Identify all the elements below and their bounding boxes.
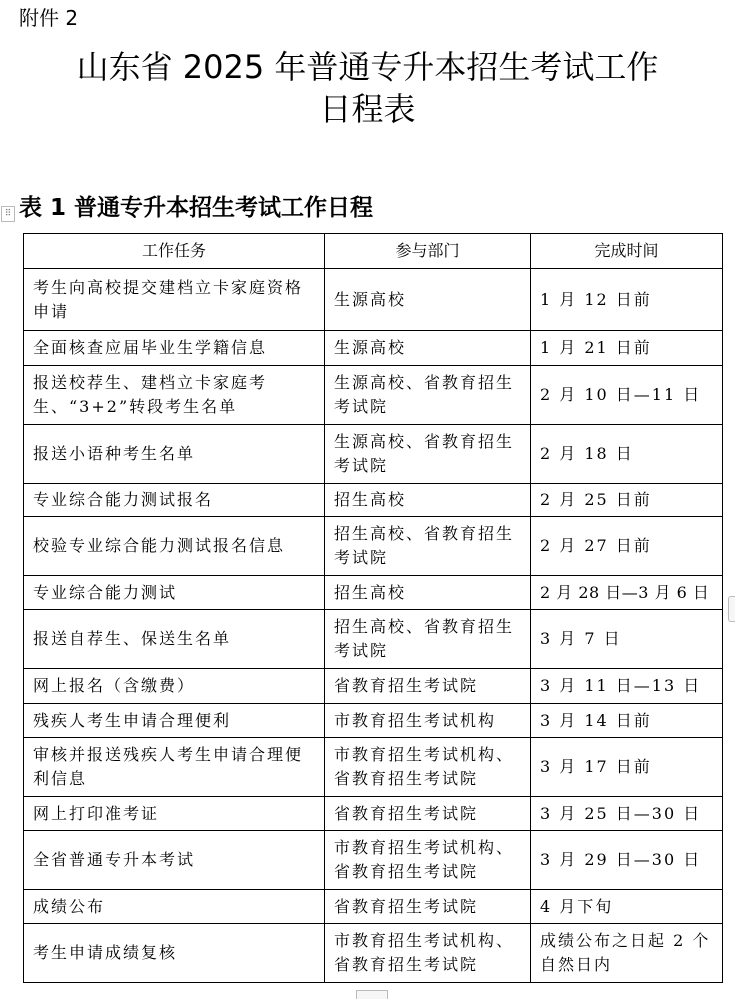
time-cell: 成绩公布之日起 2 个自然日内 — [531, 924, 723, 983]
time-cell: 1 月 12 日前 — [531, 269, 723, 331]
column-header-time: 完成时间 — [531, 234, 723, 269]
time-cell: 3 月 11 日—13 日 — [531, 669, 723, 704]
time-cell: 2 月 27 日前 — [531, 517, 723, 576]
task-cell: 网上报名（含缴费） — [24, 669, 325, 704]
table-row — [24, 738, 723, 797]
task-cell: 考生向高校提交建档立卡家庭资格申请 — [24, 269, 325, 331]
table-row — [24, 366, 723, 425]
task-cell: 报送校荐生、建档立卡家庭考生、“3+2”转段考生名单 — [24, 366, 325, 425]
time-cell: 4 月下旬 — [531, 890, 723, 924]
dept-cell: 市教育招生考试机构 — [325, 704, 531, 738]
task-cell: 报送自荐生、保送生名单 — [24, 610, 325, 669]
task-cell: 审核并报送残疾人考生申请合理便利信息 — [24, 738, 325, 797]
task-cell: 网上打印准考证 — [24, 797, 325, 831]
task-cell: 成绩公布 — [24, 890, 325, 924]
dept-cell: 招生高校、省教育招生考试院 — [325, 610, 531, 669]
dept-cell: 生源高校 — [325, 269, 531, 331]
task-cell: 全省普通专升本考试 — [24, 831, 325, 890]
dept-cell: 市教育招生考试机构、省教育招生考试院 — [325, 831, 531, 890]
task-cell: 校验专业综合能力测试报名信息 — [24, 517, 325, 576]
attachment-label: 附件 2 — [19, 6, 79, 30]
time-cell: 3 月 25 日—30 日 — [531, 797, 723, 831]
scroll-marker-icon[interactable] — [728, 596, 735, 622]
table-row — [24, 269, 723, 331]
task-cell: 专业综合能力测试 — [24, 576, 325, 610]
dept-cell: 市教育招生考试机构、省教育招生考试院 — [325, 738, 531, 797]
time-cell: 3 月 14 日前 — [531, 704, 723, 738]
schedule-table — [23, 233, 723, 983]
task-cell: 残疾人考生申请合理便利 — [24, 704, 325, 738]
dept-cell: 生源高校、省教育招生考试院 — [325, 366, 531, 425]
time-cell: 3 月 17 日前 — [531, 738, 723, 797]
table-row — [24, 890, 723, 924]
dept-cell: 省教育招生考试院 — [325, 797, 531, 831]
dept-cell: 生源高校、省教育招生考试院 — [325, 425, 531, 484]
title-line-1: 山东省 2025 年普通专升本招生考试工作 — [76, 48, 659, 86]
time-cell: 3 月 29 日—30 日 — [531, 831, 723, 890]
task-cell: 专业综合能力测试报名 — [24, 484, 325, 517]
time-cell: 1 月 21 日前 — [531, 331, 723, 366]
page-title — [0, 46, 735, 130]
task-cell: 全面核查应届毕业生学籍信息 — [24, 331, 325, 366]
time-cell: 3 月 7 日 — [531, 610, 723, 669]
table-header-row — [24, 234, 723, 269]
table-row — [24, 425, 723, 484]
time-cell: 2 月 25 日前 — [531, 484, 723, 517]
dept-cell: 招生高校 — [325, 484, 531, 517]
title-line-2: 日程表 — [319, 90, 416, 128]
dept-cell: 招生高校 — [325, 576, 531, 610]
table-row — [24, 517, 723, 576]
table-row — [24, 704, 723, 738]
move-handle-icon[interactable]: ⠿ — [1, 206, 15, 222]
dept-cell: 招生高校、省教育招生考试院 — [325, 517, 531, 576]
time-cell: 2 月 18 日 — [531, 425, 723, 484]
table-row — [24, 331, 723, 366]
task-cell: 报送小语种考生名单 — [24, 425, 325, 484]
table-row — [24, 610, 723, 669]
table-row — [24, 797, 723, 831]
column-header-dept: 参与部门 — [325, 234, 531, 269]
table-row — [24, 669, 723, 704]
time-cell: 2 月 10 日—11 日 — [531, 366, 723, 425]
table-row — [24, 484, 723, 517]
dept-cell: 生源高校 — [325, 331, 531, 366]
time-cell: 2 月 28 日—3 月 6 日 — [531, 576, 723, 610]
dept-cell: 省教育招生考试院 — [325, 890, 531, 924]
table-caption: 表 1 普通专升本招生考试工作日程 — [19, 195, 374, 221]
table-row — [24, 831, 723, 890]
column-header-task: 工作任务 — [24, 234, 325, 269]
table-row — [24, 576, 723, 610]
dept-cell: 省教育招生考试院 — [325, 669, 531, 704]
table-row — [24, 924, 723, 983]
task-cell: 考生申请成绩复核 — [24, 924, 325, 983]
dept-cell: 市教育招生考试机构、省教育招生考试院 — [325, 924, 531, 983]
